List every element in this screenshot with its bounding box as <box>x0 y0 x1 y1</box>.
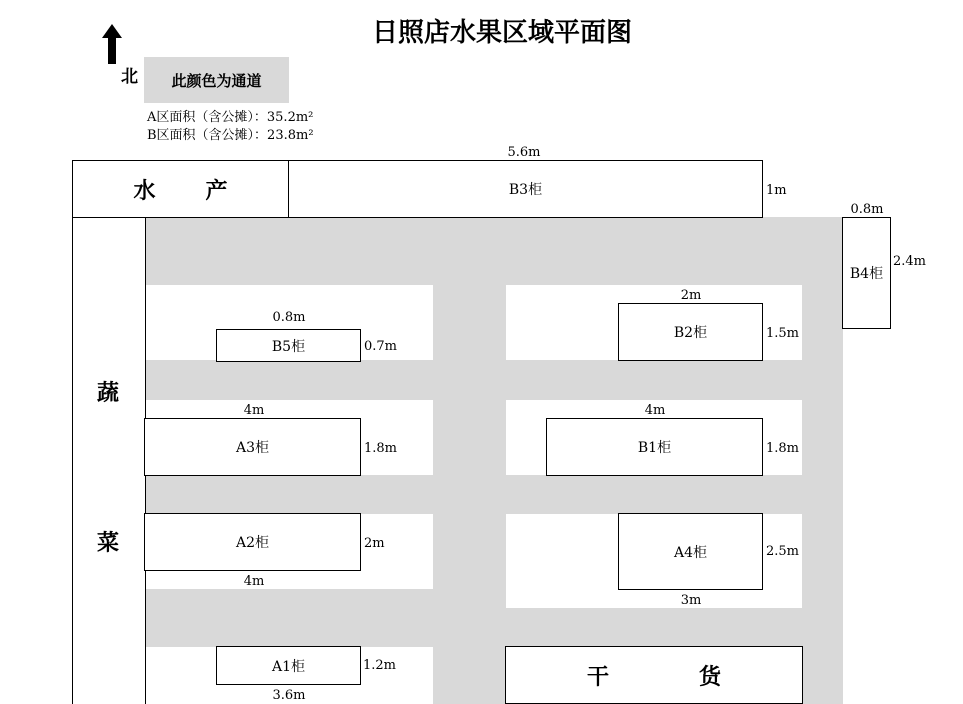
legend-swatch: 此颜色为通道 <box>144 57 289 103</box>
cabinet-a4-height: 2.5m <box>766 544 800 559</box>
cabinet-a3-label: A3柜 <box>235 440 270 456</box>
cabinet-b3-height: 1m <box>766 183 787 198</box>
ganhuo-char2: 货 <box>699 664 722 690</box>
cabinet-b3-label: B3柜 <box>508 182 543 198</box>
cabinet-b4-label: B4柜 <box>849 266 884 282</box>
shuichan-char2: 产 <box>205 178 228 204</box>
cabinet-a2-width: 4m <box>243 574 265 589</box>
cabinet-a1-width: 3.6m <box>272 688 306 703</box>
cabinet-b1 <box>546 418 763 476</box>
cabinet-b2-width: 2m <box>680 288 702 303</box>
shucai-char1: 蔬 <box>97 381 120 406</box>
cabinet-b5 <box>216 329 361 362</box>
north-label: 北 <box>121 67 138 87</box>
cabinet-b2-label: B2柜 <box>673 325 708 341</box>
top-width-label: 5.6m <box>507 145 541 160</box>
area-a-text: A区面积（含公摊）：35.2m² <box>147 110 314 125</box>
ganhuo-char1: 干 <box>586 664 609 690</box>
cabinet-b5-label: B5柜 <box>271 338 306 355</box>
cabinet-b1-label: B1柜 <box>637 440 672 456</box>
cabinet-b4-height: 2.4m <box>893 254 927 269</box>
cabinet-a2 <box>144 513 361 571</box>
cabinet-b2-height: 1.5m <box>766 326 800 341</box>
cabinet-a1-height: 1.2m <box>363 658 397 673</box>
cabinet-a3-width: 4m <box>243 403 265 418</box>
cabinet-b4 <box>842 217 891 329</box>
cabinet-b4-width: 0.8m <box>850 202 884 217</box>
shuichan-char1: 水 <box>133 178 156 204</box>
north-arrow-icon <box>102 24 122 66</box>
cabinet-a2-label: A2柜 <box>235 535 270 551</box>
cabinet-b1-width: 4m <box>644 403 666 418</box>
shuichan-area <box>72 160 289 218</box>
cabinet-b3 <box>288 160 763 218</box>
page-title: 日照店水果区域平面图 <box>372 18 633 48</box>
ganhuo-area <box>505 646 803 704</box>
shucai-area <box>72 217 146 704</box>
cabinet-a4-label: A4柜 <box>673 544 708 561</box>
cabinet-a4-width: 3m <box>680 593 702 608</box>
cabinet-b1-height: 1.8m <box>766 441 800 456</box>
cabinet-b5-height: 0.7m <box>364 339 398 354</box>
cabinet-a3 <box>144 418 361 476</box>
cabinet-a4 <box>618 513 763 590</box>
cabinet-b5-width: 0.8m <box>272 310 306 325</box>
cabinet-a1 <box>216 646 361 685</box>
cabinet-a3-height: 1.8m <box>364 441 398 456</box>
area-b-text: B区面积（含公摊）：23.8m² <box>147 128 314 143</box>
cabinet-a1-label: A1柜 <box>271 658 306 675</box>
cabinet-b2 <box>618 303 763 361</box>
cabinet-a2-height: 2m <box>364 536 385 551</box>
shucai-char2: 菜 <box>97 531 120 556</box>
